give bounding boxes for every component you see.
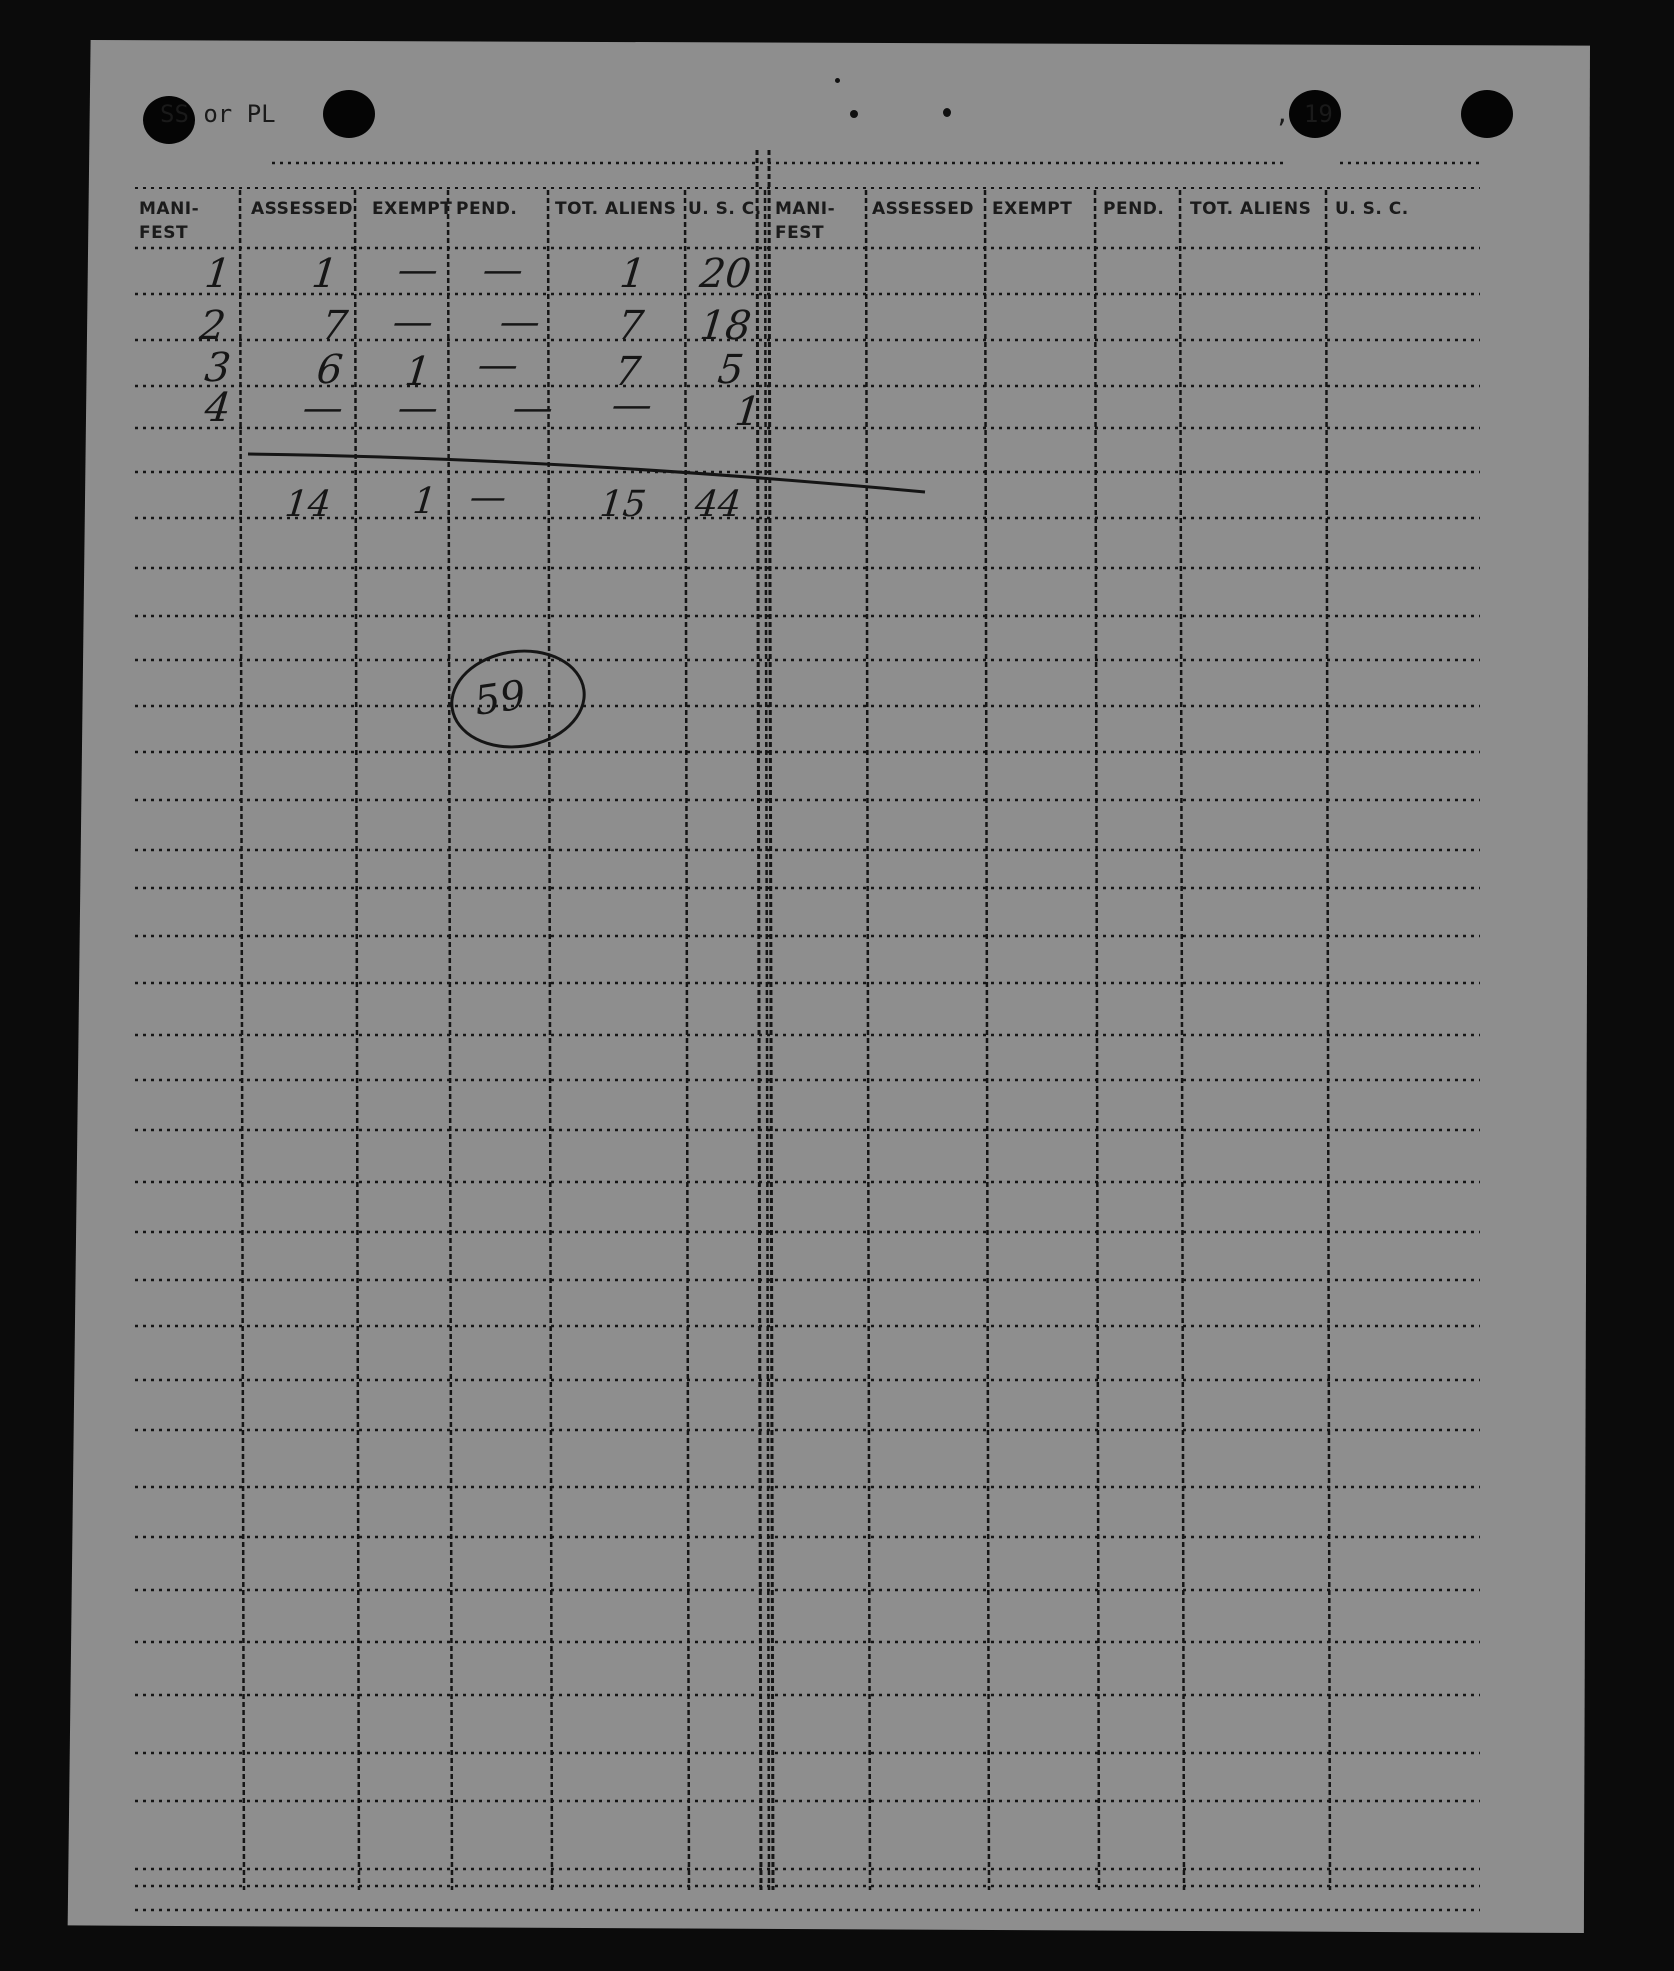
entry-manifest: 1 <box>202 251 233 297</box>
entry-assessed: 7 <box>319 303 350 349</box>
center-divider <box>769 150 773 1890</box>
column-rule <box>548 190 552 1890</box>
column-rule <box>765 190 769 1890</box>
entry-usc: 18 <box>697 303 754 349</box>
entry-tot-aliens: 7 <box>615 303 646 349</box>
entry-assessed: 1 <box>309 251 340 297</box>
column-rule <box>985 190 989 1890</box>
col-header-pend: PEND. <box>456 199 518 219</box>
col-header-manifest: MANI- FEST <box>775 199 836 243</box>
entry-manifest: 2 <box>197 303 228 349</box>
vessel-label: SS or PL <box>160 100 276 128</box>
column-rule <box>1180 190 1184 1890</box>
column-rule <box>1326 190 1330 1890</box>
column-rule <box>448 190 452 1890</box>
total-assessed: 14 <box>282 484 334 525</box>
entry-exempt: — <box>395 247 441 293</box>
column-rule <box>240 190 244 1890</box>
entry-pend: — <box>510 385 556 431</box>
entry-manifest: 3 <box>202 345 233 391</box>
entry-usc: 5 <box>715 347 746 393</box>
col-header-tot-aliens: TOT. ALIENS <box>555 199 677 219</box>
total-pend: — <box>467 477 509 518</box>
entry-manifest: 4 <box>202 385 233 431</box>
column-rule <box>1095 190 1099 1890</box>
col-header-tot-aliens: TOT. ALIENS <box>1190 199 1312 219</box>
entry-pend: — <box>475 342 521 388</box>
col-header-usc: U. S. C. <box>688 199 762 219</box>
col-header-manifest: MANI- FEST <box>139 199 200 243</box>
total-usc: 44 <box>692 484 744 525</box>
entry-pend: — <box>497 299 543 345</box>
col-header-assessed: ASSESSED <box>872 199 974 219</box>
col-header-exempt: EXEMPT <box>992 199 1073 219</box>
circled-total-value: 59 <box>471 672 529 725</box>
entry-usc: 1 <box>732 389 763 435</box>
entry-tot-aliens: 1 <box>617 251 648 297</box>
col-header-pend: PEND. <box>1103 199 1165 219</box>
column-rule <box>866 190 870 1890</box>
entry-tot-aliens: — <box>609 382 655 428</box>
col-header-usc: U. S. C. <box>1335 199 1409 219</box>
column-rule <box>355 190 359 1890</box>
total-exempt: 1 <box>410 481 439 522</box>
entry-exempt: — <box>395 385 441 431</box>
entry-tot-aliens: 7 <box>612 349 643 395</box>
year-prefix: , 19 <box>1275 100 1333 128</box>
column-rule <box>685 190 689 1890</box>
entry-pend: — <box>480 247 526 293</box>
col-header-assessed: ASSESSED <box>251 199 353 219</box>
entry-usc: 20 <box>697 251 754 297</box>
entry-assessed: — <box>300 385 346 431</box>
entry-exempt: — <box>390 299 436 345</box>
total-tot-aliens: 15 <box>597 484 649 525</box>
entry-assessed: 6 <box>314 347 345 393</box>
entry-exempt: 1 <box>402 349 433 395</box>
col-header-exempt: EXEMPT <box>372 199 453 219</box>
